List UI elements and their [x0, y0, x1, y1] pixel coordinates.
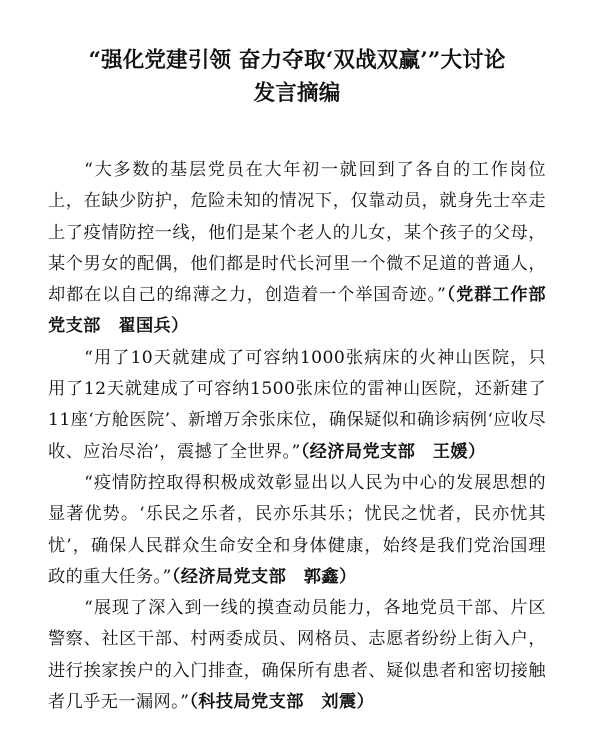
title-line-1: “强化党建引领 奋力夺取‘双战双赢’”大讨论: [88, 48, 506, 73]
document-title: [48, 44, 546, 110]
speech-attribution: （经济局党支部 王媛）: [300, 441, 486, 462]
speech-attribution: （党群工作部党支部 翟国兵）: [48, 285, 547, 337]
speech-quote: “大多数的基层党员在大年初一就回到了各自的工作岗位上，在缺少防护，危险未知的情况下，仅靠动员，就身先士卒走上了疫情防控一线，他们是某个老人的儿女，某个孩子的父母，某个男女的配偶，他们都是时代长河里一个微不足道的普通人，却都在以自己的绵薄之力，创造着一个举国奇迹。”: [48, 160, 546, 306]
title-line-2: 发言摘编: [253, 81, 341, 106]
speech-quote: “用了10天就建成了可容纳1000张病床的火神山医院，只用了12天就建成了可容纳1500张床位的雷神山医院，还新建了11座‘方舱医院’、新增万余张床位，确保疑似和确诊病例‘应收尽收、应治尽治’，震撼了全世界。”: [48, 347, 546, 462]
speech-paragraph: [48, 155, 546, 343]
speech-quote: “疫情防控取得积极成效彰显出以人民为中心的发展思想的显著优势。‘乐民之乐者，民亦乐其乐；忧民之忧者，民亦忧其忧’，确保人民群众生命安全和身体健康，始终是我们党治国理政的重大任务。”: [48, 472, 546, 587]
document-body: [48, 155, 546, 718]
speech-paragraph: [48, 343, 546, 468]
speech-quote: “展现了深入到一线的摸查动员能力，各地党员干部、片区警察、社区干部、村两委成员、网格员、志愿者纷纷上街入户，进行挨家挨户的入门排查，确保所有患者、疑似患者和密切接触者几乎无一漏网。”: [48, 598, 546, 713]
speech-attribution: （经济局党支部 郭鑫）: [171, 566, 357, 587]
speech-paragraph: [48, 468, 546, 593]
speech-attribution: （科技局党支部 刘震）: [189, 692, 375, 713]
speech-paragraph: [48, 593, 546, 718]
